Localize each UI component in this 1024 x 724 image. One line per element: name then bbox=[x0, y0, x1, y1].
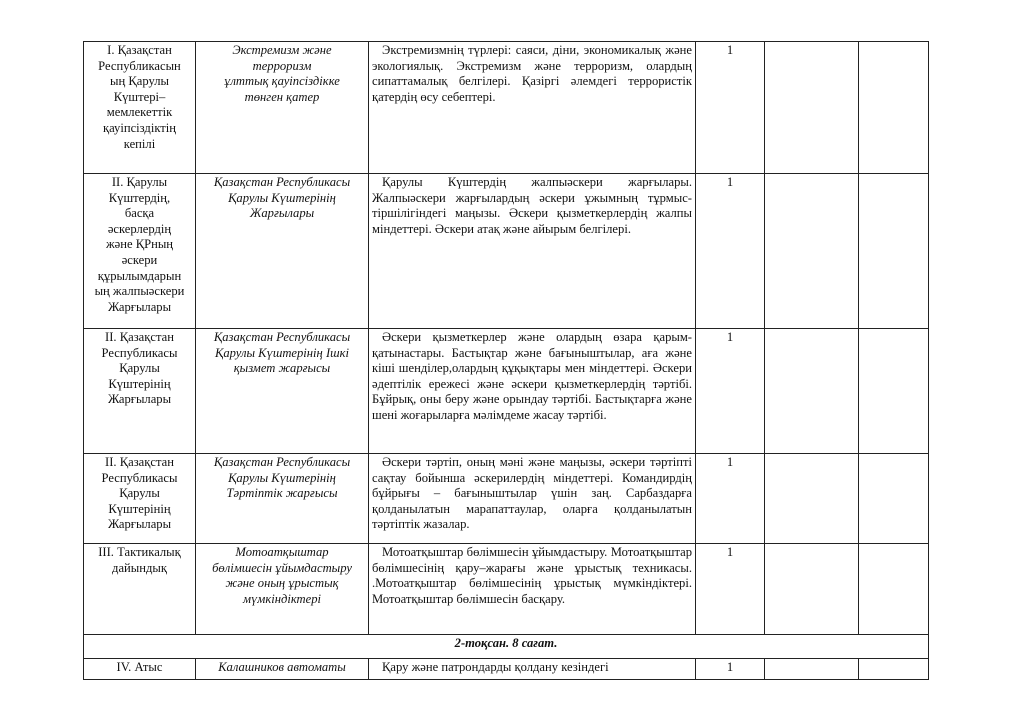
section-cell: IV. Атыс bbox=[84, 659, 196, 680]
hours-cell: 1 bbox=[696, 42, 765, 174]
table-row bbox=[84, 454, 929, 544]
topic-cell: Қазақстан Республикасы Қарулы Күштерінің Тәртіптік жарғысы bbox=[196, 454, 369, 544]
table-row bbox=[84, 329, 929, 454]
content-text: Қарулы Күштердің жалпыәскери жарғылары. Жалпыәскери жарғылардың әскери ұжымның тұрмыс-тіршілігіндегі маңызы. Әскери қызметкерлердің жалпы міндеттері. Әскери атақ және айырым белгілері. bbox=[372, 175, 692, 236]
section-cell: ІІ. Қазақстан Республикасы Қарулы Күштерінің Жарғылары bbox=[84, 329, 196, 454]
hours-cell: 1 bbox=[696, 174, 765, 329]
empty-cell bbox=[859, 329, 929, 454]
hours-cell: 1 bbox=[696, 454, 765, 544]
topic-cell: Қазақстан Республикасы Қарулы Күштерінің Жарғылары bbox=[196, 174, 369, 329]
empty-cell bbox=[765, 329, 859, 454]
curriculum-table bbox=[83, 41, 929, 680]
section-cell: ІІІ. Тактикалық дайындық bbox=[84, 544, 196, 635]
table-row bbox=[84, 174, 929, 329]
content-text: Әскери қызметкерлер және олардың өзара қарым-қатынастары. Бастықтар және бағыныштылар, аға және кіші шенділер,олардың құқықтары мен міндеттері. Әскери әдептілік ережесі және әскери қызметкерлердің тәртібі. Бұйрық, оны беру және орындау тәртібі. Бастықтарға және шені жоғарыларға мәлімдеме жасау тәртібі. bbox=[372, 330, 692, 422]
topic-cell: Калашников автоматы bbox=[196, 659, 369, 680]
hours-cell: 1 bbox=[696, 544, 765, 635]
empty-cell bbox=[765, 454, 859, 544]
topic-cell: Экстремизм және терроризм ұлттық қауіпсіздікке төнген қатер bbox=[196, 42, 369, 174]
content-cell bbox=[369, 544, 696, 635]
content-text: Әскери тәртіп, оның мәні және маңызы, әскери тәртіпті сақтау бойынша әскерилердің міндеттері. Командирдің бұйрығы – бағыныштылар үшін заң. Сарбаздарға қолданылатын марапаттаулар, оларға қолданылатын тәртіптік жазалар. bbox=[372, 455, 692, 532]
empty-cell bbox=[765, 659, 859, 680]
content-cell bbox=[369, 42, 696, 174]
empty-cell bbox=[859, 454, 929, 544]
content-text: Экстремизмнің түрлері: саяси, діни, экономикалық және экологиялық. Экстремизм және терроризм, олардың сипаттамалық белгілері. Қазіргі әлемдегі террористік қатердің өсу себептері. bbox=[372, 43, 692, 104]
empty-cell bbox=[859, 544, 929, 635]
content-text: Қару және патрондарды қолдану кезіндегі bbox=[382, 660, 609, 674]
content-cell bbox=[369, 659, 696, 680]
empty-cell bbox=[859, 174, 929, 329]
content-cell bbox=[369, 174, 696, 329]
content-text: Мотоатқыштар бөлімшесін ұйымдастыру. Мотоатқыштар бөлімшесінің қару–жарағы және ұрыстық техникасы. .Мотоатқыштар бөлімшесінің ұрыстық мүмкіндіктері. Мотоатқыштар бөлімшесін басқару. bbox=[372, 545, 692, 606]
topic-cell: Қазақстан Республикасы Қарулы Күштерінің Ішкі қызмет жарғысы bbox=[196, 329, 369, 454]
hours-cell: 1 bbox=[696, 329, 765, 454]
empty-cell bbox=[765, 42, 859, 174]
empty-cell bbox=[859, 659, 929, 680]
empty-cell bbox=[765, 544, 859, 635]
table-row bbox=[84, 544, 929, 635]
topic-cell: Мотоатқыштар бөлімшесін ұйымдастыру және оның ұрыстық мүмкіндіктері bbox=[196, 544, 369, 635]
section-cell: ІІ. Қазақстан Республикасы Қарулы Күштерінің Жарғылары bbox=[84, 454, 196, 544]
content-cell bbox=[369, 329, 696, 454]
table-row bbox=[84, 659, 929, 680]
empty-cell bbox=[765, 174, 859, 329]
section-cell: І. Қазақстан Республикасын ың Қарулы Күштері– мемлекеттік қауіпсіздіктің кепілі bbox=[84, 42, 196, 174]
section-cell: ІІ. Қарулы Күштердің, басқа әскерлердің және ҚРның әскери құрылымдарын ың жалпыәскери Жарғылары bbox=[84, 174, 196, 329]
hours-cell: 1 bbox=[696, 659, 765, 680]
content-cell bbox=[369, 454, 696, 544]
quarter-heading: 2-тоқсан. 8 сағат. bbox=[84, 635, 929, 659]
empty-cell bbox=[859, 42, 929, 174]
quarter-row bbox=[84, 635, 929, 659]
table-row bbox=[84, 42, 929, 174]
